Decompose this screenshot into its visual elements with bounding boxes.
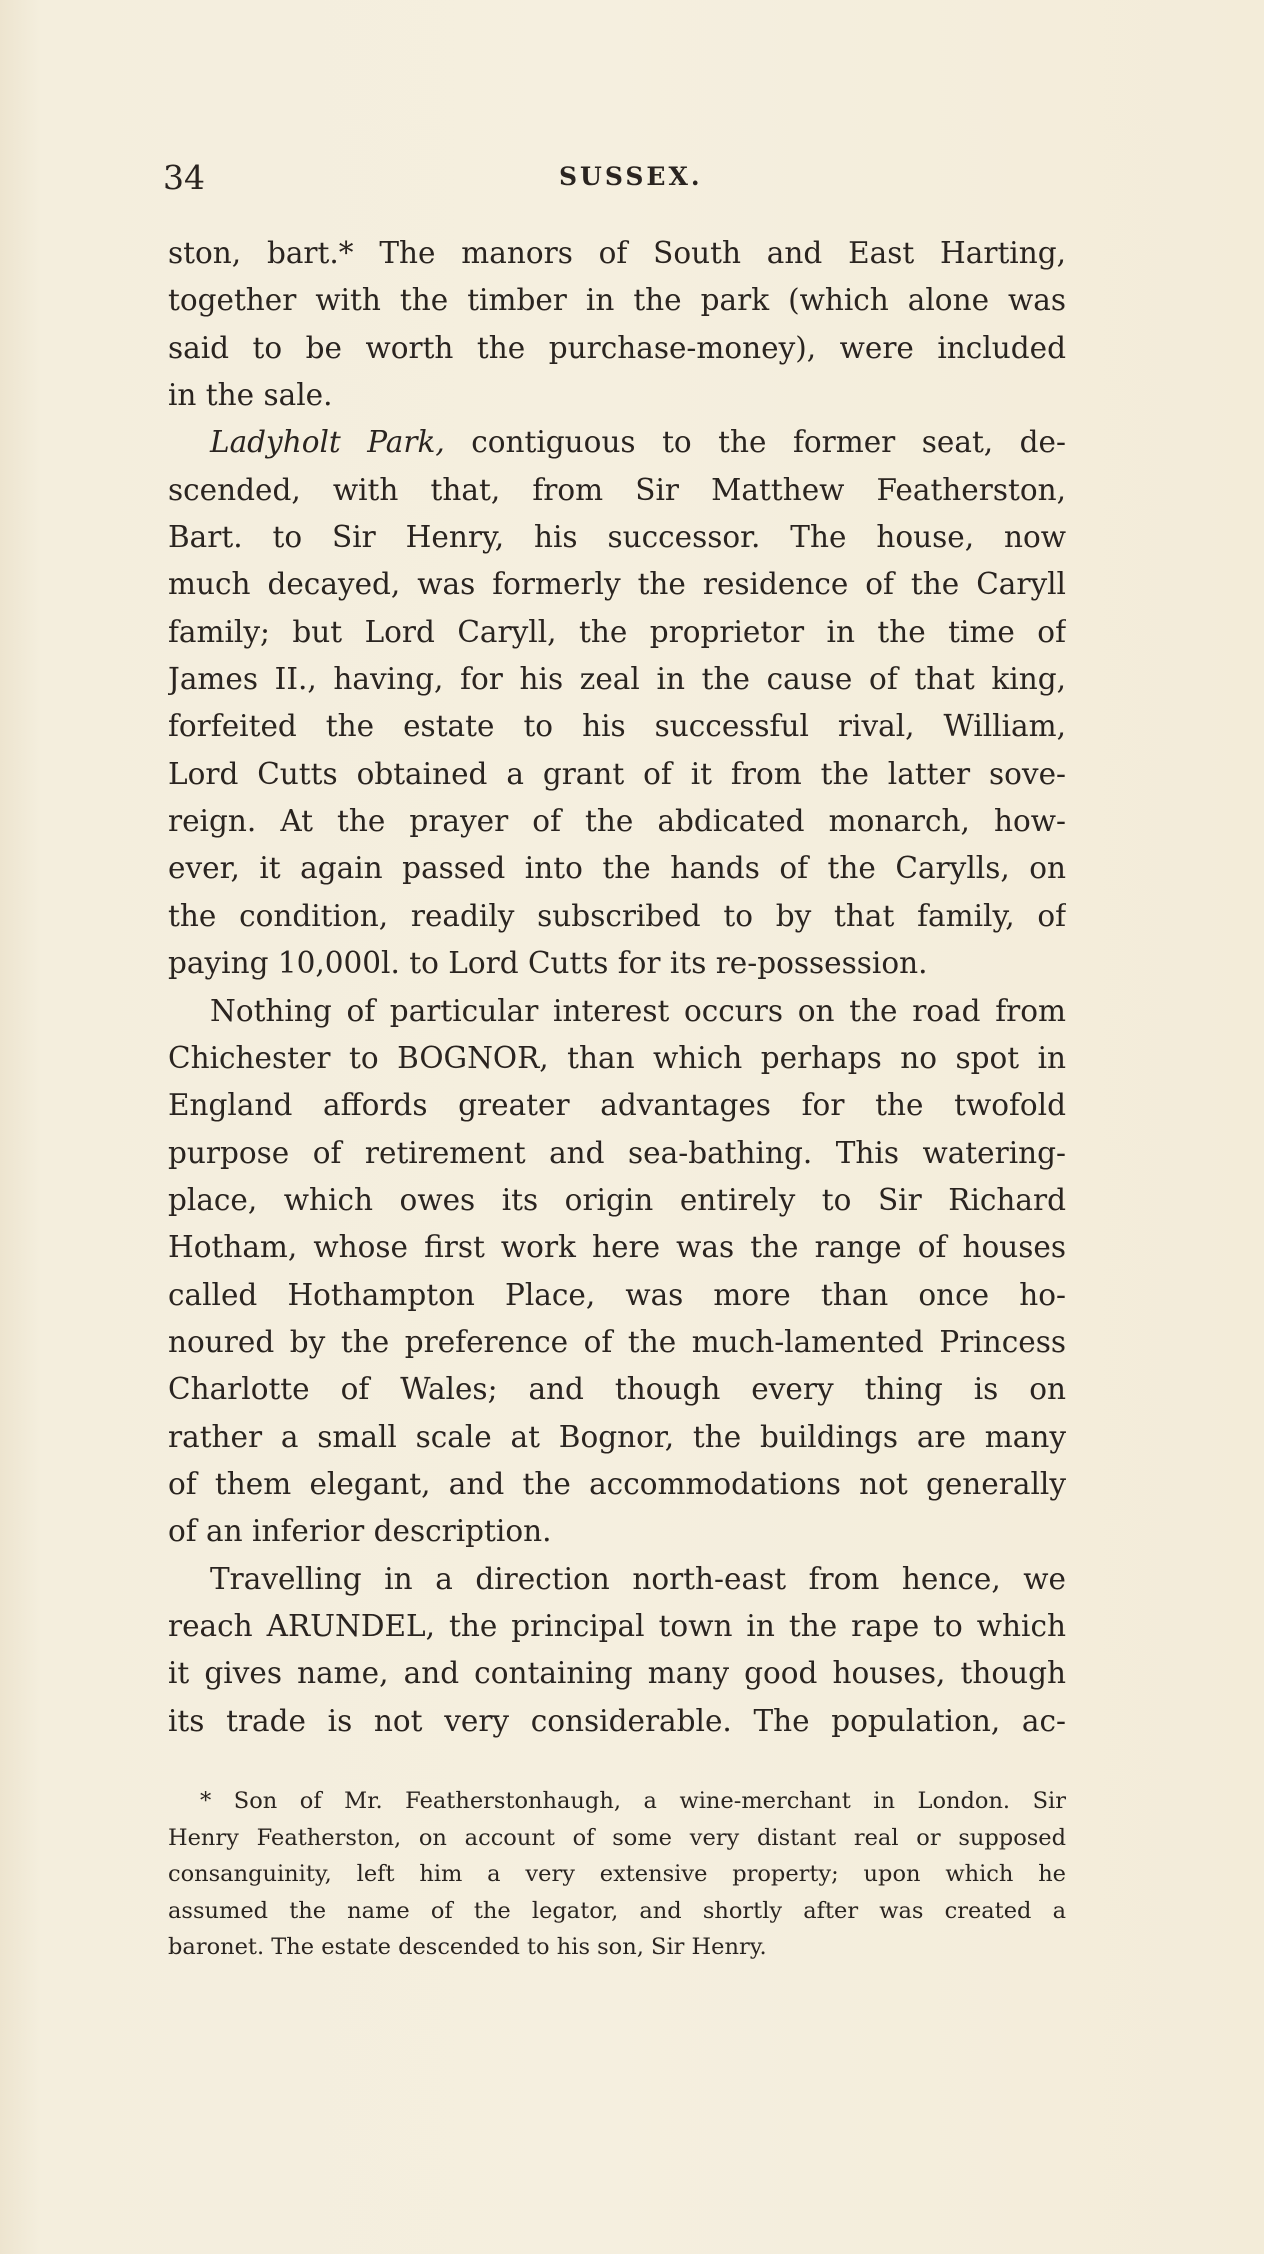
text-line: noured by the preference of the much-lamented Princess (168, 1324, 1066, 1359)
text-line: place, which owes its origin entirely to Sir Richard (168, 1182, 1066, 1217)
text-line: it gives name, and containing many good houses, though (168, 1656, 1066, 1691)
text-line (168, 419, 1066, 466)
text-line: ever, it again passed into the hands of the Carylls, on (168, 851, 1066, 886)
text-line: Charlotte of Wales; and though every thing is on (168, 1372, 1066, 1407)
page-number: 34 (163, 158, 205, 197)
text-line: of them elegant, and the accommodations not generally (168, 1466, 1066, 1501)
text-line: James II., having, for his zeal in the cause of that king, (168, 662, 1066, 697)
running-head: SUSSEX. (559, 162, 703, 191)
text-line: Chichester to BOGNOR, than which perhaps no spot in (168, 1040, 1066, 1075)
footnote-line: * Son of Mr. Featherstonhaugh, a wine-merchant in London. Sir (200, 1788, 1066, 1814)
text-line: Bart. to Sir Henry, his successor. The house, now (168, 520, 1066, 555)
text-line: reach ARUNDEL, the principal town in the rape to which (168, 1608, 1066, 1643)
text-line: Hotham, whose first work here was the range of houses (168, 1230, 1066, 1265)
text-line: much decayed, was formerly the residence of the Caryll (168, 567, 1066, 602)
text-line: in the sale. (168, 378, 333, 413)
text-line: Travelling in a direction north-east from hence, we (210, 1561, 1066, 1596)
italic-place-name: Ladyholt Park, (210, 425, 445, 460)
body-text (168, 230, 1066, 1745)
text-line: England affords greater advantages for the twofold (168, 1088, 1066, 1123)
text-line: reign. At the prayer of the abdicated monarch, how- (168, 804, 1066, 839)
footnote-line: consanguinity, left him a very extensive property; upon which he (168, 1861, 1066, 1887)
footnote-line: baronet. The estate descended to his son, Sir Henry. (168, 1934, 767, 1960)
text-line: of an inferior description. (168, 1514, 552, 1549)
text-line: said to be worth the purchase-money), were included (168, 330, 1066, 365)
text-fragment: contiguous to the former seat, de- (444, 425, 1066, 460)
text-line: the condition, readily subscribed to by that family, of (168, 898, 1066, 933)
text-line: its trade is not very considerable. The population, ac- (168, 1703, 1066, 1738)
text-line: together with the timber in the park (which alone was (168, 283, 1066, 318)
text-line: scended, with that, from Sir Matthew Featherston, (168, 472, 1066, 507)
footnote-line: assumed the name of the legator, and shortly after was created a (168, 1897, 1066, 1924)
footnote-line: Henry Featherston, on account of some very distant real or supposed (168, 1824, 1066, 1851)
text-line: Lord Cutts obtained a grant of it from the latter sove- (168, 756, 1066, 791)
page-header (163, 158, 1063, 208)
text-line: purpose of retirement and sea-bathing. This watering- (168, 1135, 1066, 1170)
text-line: paying 10,000l. to Lord Cutts for its re-possession. (168, 946, 928, 981)
text-line: Nothing of particular interest occurs on the road from (210, 993, 1066, 1028)
text-line: ston, bart.* The manors of South and East Harting, (168, 236, 1066, 270)
text-line: forfeited the estate to his successful rival, William, (168, 709, 1066, 744)
text-line: called Hothampton Place, was more than once ho- (168, 1277, 1066, 1312)
footnotes (168, 1783, 1066, 1966)
text-line: family; but Lord Caryll, the proprietor in the time of (168, 614, 1066, 649)
text-line: rather a small scale at Bognor, the buildings are many (168, 1419, 1066, 1454)
